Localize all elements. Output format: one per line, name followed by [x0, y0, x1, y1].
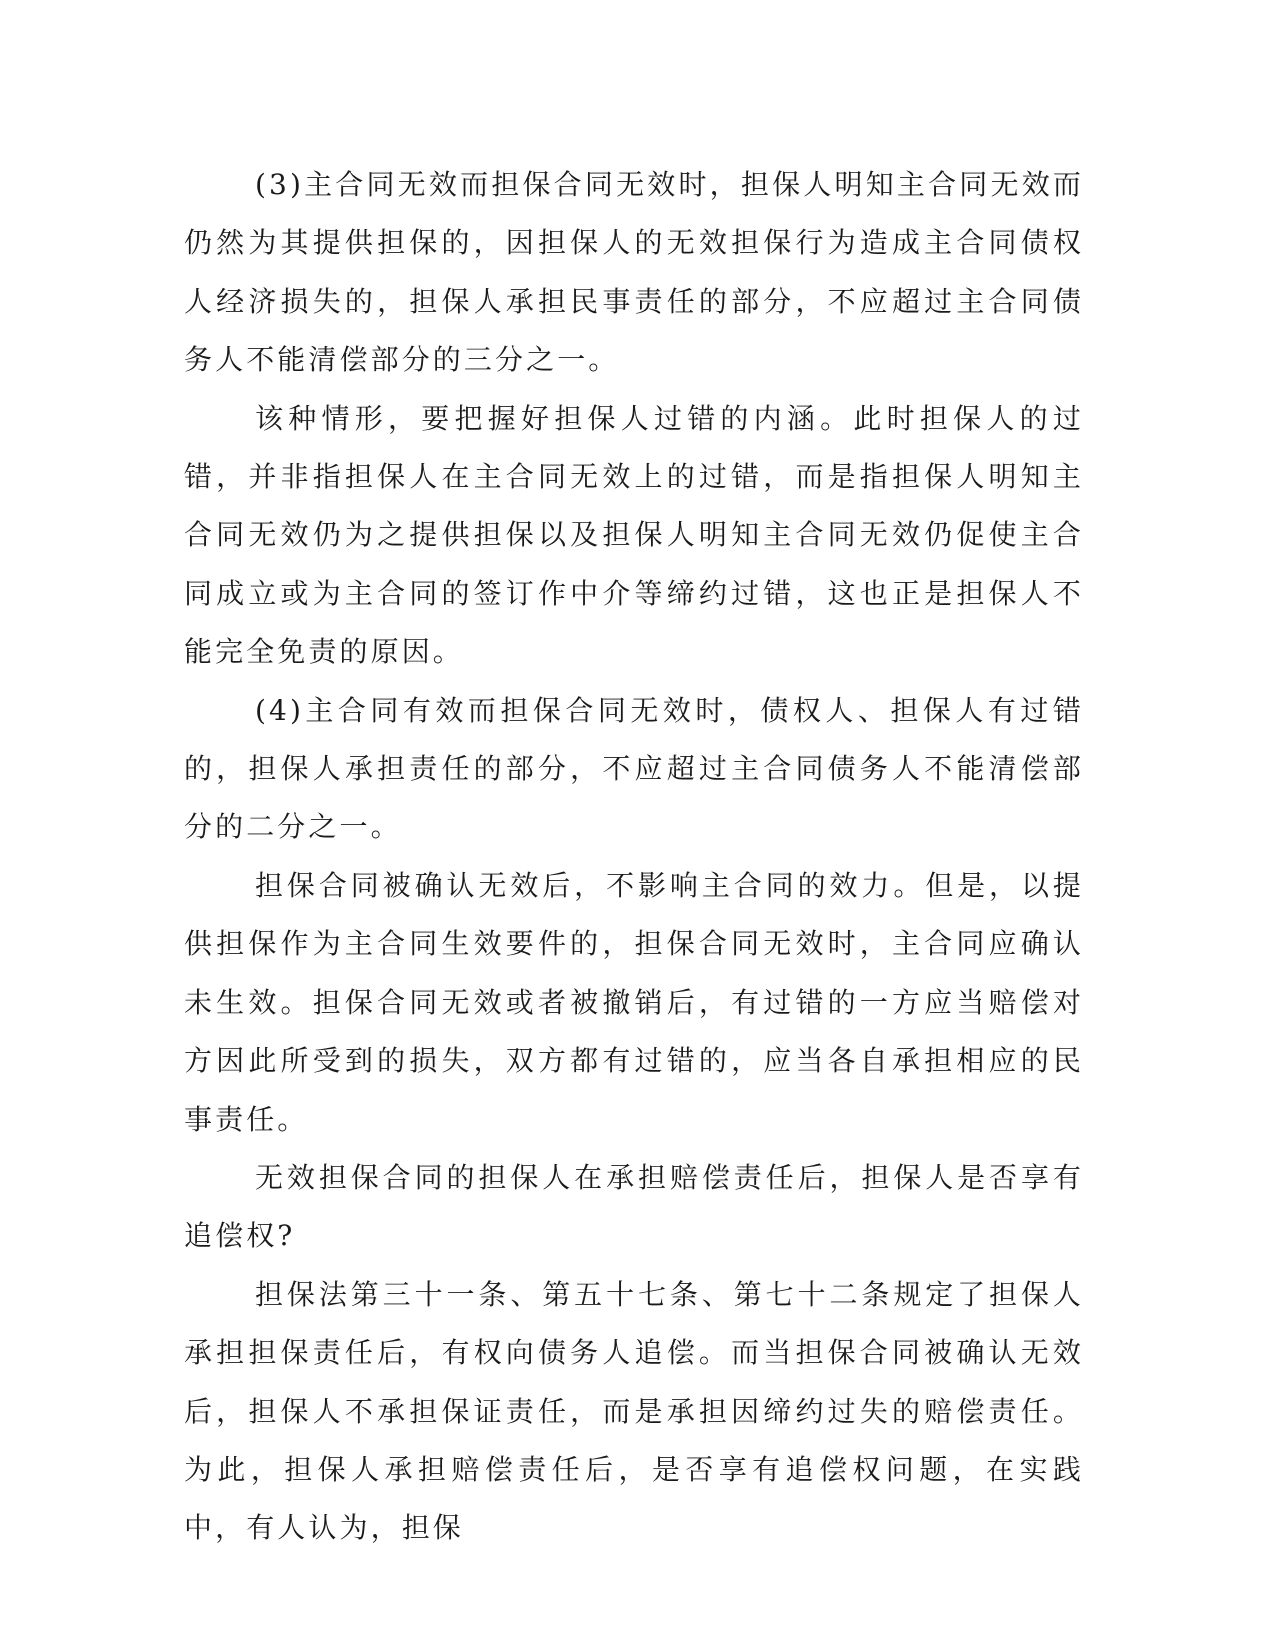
- paragraph-invalidity-effect: 担保合同被确认无效后，不影响主合同的效力。但是，以提供担保作为主合同生效要件的，担保合同无效时，主合同应确认未生效。担保合同无效或者被撤销后，有过错的一方应当赔偿对方因此所受到的损失，双方都有过错的，应当各自承担相应的民事责任。: [184, 868, 1084, 1136]
- document-body: [184, 156, 1084, 1558]
- paragraph-guarantor-fault: 该种情形，要把握好担保人过错的内涵。此时担保人的过错，并非指担保人在主合同无效上的过错，而是指担保人明知主合同无效仍为之提供担保以及担保人明知主合同无效仍促使主合同成立或为主合同的签订作中介等缔约过错，这也正是担保人不能完全免责的原因。: [184, 401, 1084, 669]
- paragraph-guarantee-law-articles: 担保法第三十一条、第五十七条、第七十二条规定了担保人承担担保责任后，有权向债务人追偿。而当担保合同被确认无效后，担保人不承担保证责任，而是承担因缔约过失的赔偿责任。为此，担保人承担赔偿责任后，是否享有追偿权问题，在实践中，有人认为，担保: [184, 1277, 1084, 1545]
- paragraph-4-valid-main-contract: (4)主合同有效而担保合同无效时，债权人、担保人有过错的，担保人承担责任的部分，不应超过主合同债务人不能清偿部分的二分之一。: [184, 693, 1084, 844]
- paragraph-3-invalid-main-contract: (3)主合同无效而担保合同无效时，担保人明知主合同无效而仍然为其提供担保的，因担保人的无效担保行为造成主合同债权人经济损失的，担保人承担民事责任的部分，不应超过主合同债务人不能清偿部分的三分之一。: [184, 168, 1084, 377]
- paragraph-recourse-question: 无效担保合同的担保人在承担赔偿责任后，担保人是否享有追偿权?: [184, 1160, 1084, 1253]
